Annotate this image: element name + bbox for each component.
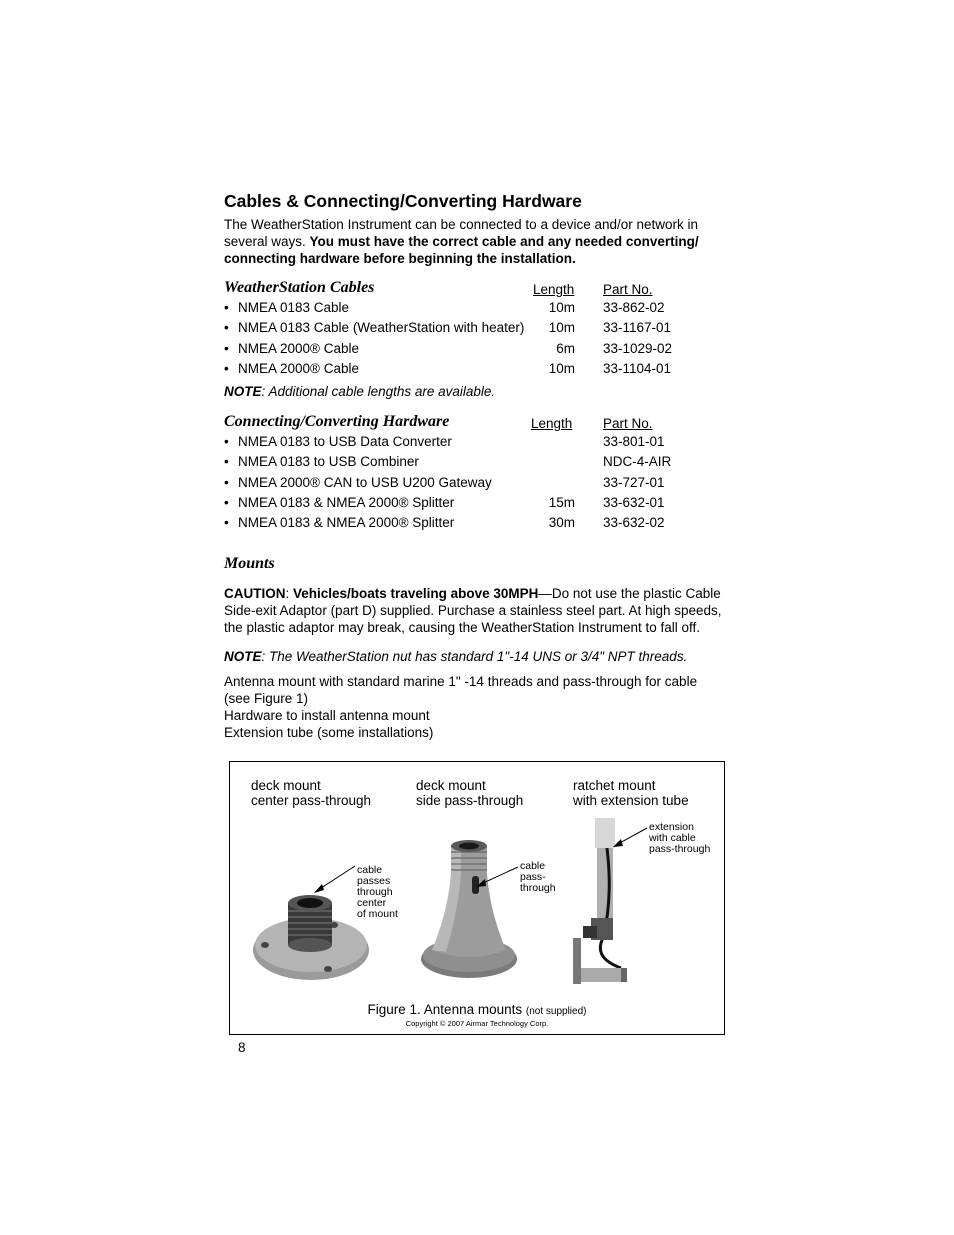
list-item xyxy=(224,453,724,473)
deck-mount-side-image xyxy=(418,832,523,982)
item-name: NMEA 0183 to USB Combiner xyxy=(238,454,419,470)
hardware-part-header: Part No. xyxy=(603,416,653,432)
hardware-list xyxy=(224,433,724,534)
page-title: Cables & Connecting/Converting Hardware xyxy=(224,191,582,211)
page-content xyxy=(224,190,724,741)
cables-header xyxy=(224,279,724,299)
item-part-number: 33-632-02 xyxy=(603,515,665,531)
figure-antenna-mounts xyxy=(229,761,725,1035)
item-name: NMEA 0183 Cable (WeatherStation with heater) xyxy=(238,320,525,336)
figure-label-side: deck mount side pass-through xyxy=(416,778,524,808)
page-number: 8 xyxy=(238,1040,246,1055)
bullet-icon: • xyxy=(224,360,229,376)
item-part-number: 33-1104-01 xyxy=(603,360,672,376)
bullet-icon: • xyxy=(224,320,229,336)
arrow-icon xyxy=(473,862,523,892)
mounts-item: Extension tube (some installations) xyxy=(224,724,434,740)
item-length: 10m xyxy=(548,320,575,336)
list-item xyxy=(224,299,724,319)
item-part-number: 33-1029-02 xyxy=(603,340,673,356)
cables-part-header: Part No. xyxy=(603,282,653,297)
item-length: 15m xyxy=(548,495,575,511)
hardware-header xyxy=(224,413,724,433)
item-name: NMEA 0183 & NMEA 2000® Splitter xyxy=(238,495,455,511)
bullet-icon: • xyxy=(224,454,229,470)
item-part-number: 33-632-01 xyxy=(603,495,665,511)
caution-paragraph: CAUTION: Vehicles/boats traveling above 30MPH—Do not use the plastic Cable Side-exit Adaptor (part D) supplied. Purchase a stainless steel part. At high speeds, the plastic adaptor may break, causing the WeatherStation Instrument to fall off. xyxy=(224,585,722,635)
list-item xyxy=(224,433,724,453)
bullet-icon: • xyxy=(224,434,229,450)
list-item xyxy=(224,360,724,380)
item-part-number: NDC-4-AIR xyxy=(603,454,672,470)
item-length: 30m xyxy=(548,515,575,531)
item-name: NMEA 2000® CAN to USB U200 Gateway xyxy=(238,474,492,490)
mounts-item: Hardware to install antenna mount xyxy=(224,707,430,723)
mounts-items xyxy=(224,673,724,741)
cables-note: NOTE: Additional cable lengths are available. xyxy=(224,384,496,400)
mounts-note: NOTE: The WeatherStation nut has standard 1"-14 UNS or 3/4" NPT threads. xyxy=(224,648,688,664)
callout-center: cable passes through center of mount xyxy=(357,864,398,920)
figure-caption: Figure 1. Antenna mounts (not supplied) xyxy=(367,1002,587,1017)
item-name: NMEA 0183 to USB Data Converter xyxy=(238,434,452,450)
arrow-icon xyxy=(310,862,360,897)
bullet-icon: • xyxy=(224,474,229,490)
list-item xyxy=(224,319,724,339)
figure-label-ratchet: ratchet mount with extension tube xyxy=(573,778,689,808)
bullet-icon: • xyxy=(224,495,229,511)
bullet-icon: • xyxy=(224,515,229,531)
cables-heading: WeatherStation Cables xyxy=(224,279,375,296)
bullet-icon: • xyxy=(224,300,229,315)
list-item xyxy=(224,340,724,360)
arrow-icon xyxy=(610,824,650,852)
callout-side: cable pass- through xyxy=(520,860,556,894)
copyright: Copyright © 2007 Airmar Technology Corp. xyxy=(405,1019,549,1028)
cables-length-header: Length xyxy=(533,282,575,297)
cables-list xyxy=(224,299,724,380)
item-part-number: 33-862-02 xyxy=(603,300,665,315)
item-part-number: 33-1167-01 xyxy=(603,320,672,336)
item-length: 6m xyxy=(556,340,575,356)
item-length: 10m xyxy=(548,300,575,315)
hardware-heading: Connecting/Converting Hardware xyxy=(224,413,450,431)
item-name: NMEA 2000® Cable xyxy=(238,360,360,376)
list-item xyxy=(224,474,724,494)
item-name: NMEA 0183 Cable xyxy=(238,300,350,315)
figure-label-center: deck mount center pass-through xyxy=(251,778,372,808)
bullet-icon: • xyxy=(224,340,229,356)
intro-paragraph: The WeatherStation Instrument can be connected to a device and/or network in several ways. You must have the correct cable and any needed converting/ connecting hardware before beginning the installation. xyxy=(224,217,699,266)
mounts-heading: Mounts xyxy=(224,554,275,572)
mounts-item: Antenna mount with standard marine 1" -14 threads and pass-through for cable (see Figure 1) xyxy=(224,673,698,706)
callout-ratchet: extension with cable pass-through xyxy=(649,821,711,855)
item-part-number: 33-801-01 xyxy=(603,434,665,450)
item-name: NMEA 2000® Cable xyxy=(238,340,360,356)
item-name: NMEA 0183 & NMEA 2000® Splitter xyxy=(238,515,455,531)
item-part-number: 33-727-01 xyxy=(603,474,665,490)
list-item xyxy=(224,494,724,514)
item-length: 10m xyxy=(548,360,575,376)
list-item xyxy=(224,514,724,534)
hardware-length-header: Length xyxy=(531,416,573,432)
